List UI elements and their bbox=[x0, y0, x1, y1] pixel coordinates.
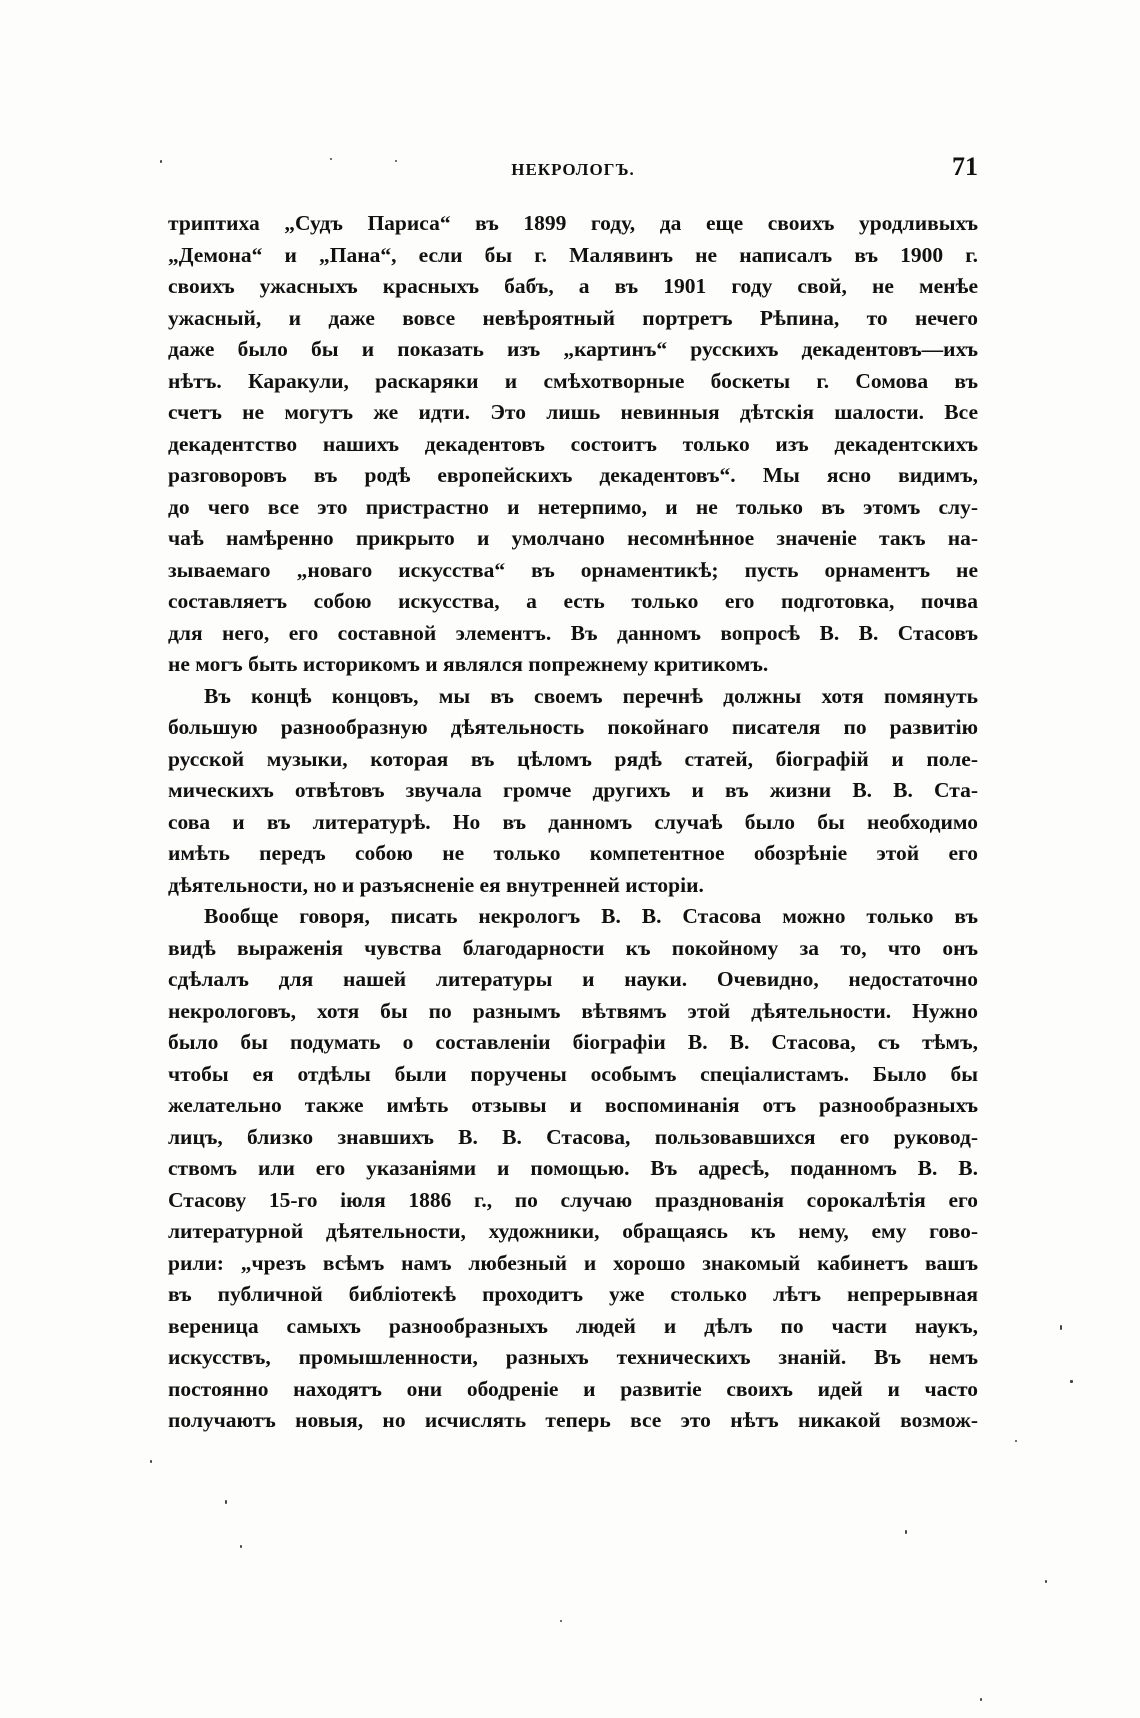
running-title: НЕКРОЛОГЪ. bbox=[511, 160, 635, 179]
text-line: не могъ быть историкомъ и являлся попрежнему критикомъ. bbox=[168, 652, 769, 676]
text-line: сова и въ литературѣ. Но въ данномъ случаѣ было бы необходимо bbox=[168, 809, 978, 834]
scan-speck bbox=[225, 1500, 227, 1504]
text-line: имѣть передъ собою не только компетентное обозрѣніе этой его bbox=[168, 841, 978, 865]
text-line: вереница самыхъ разнообразныхъ людей и дѣлъ по части наукъ, bbox=[168, 1313, 978, 1338]
scan-speck bbox=[1015, 1440, 1017, 1442]
scan-speck bbox=[980, 1698, 982, 1701]
scan-speck bbox=[160, 160, 162, 163]
text-line: большую разнообразную дѣятельность покойнаго писателя по развитію bbox=[168, 715, 978, 739]
text-line: чаѣ намѣренно прикрыто и умолчано несомнѣнное значеніе такъ на- bbox=[168, 526, 978, 550]
text-line: литературной дѣятельности, художники, обращаясь къ нему, ему гово- bbox=[168, 1219, 978, 1243]
scan-speck bbox=[330, 158, 332, 160]
scan-speck bbox=[395, 160, 397, 162]
text-line: даже было бы и показать изъ „картинъ“ русскихъ декадентовъ—ихъ bbox=[168, 337, 978, 361]
text-line: ствомъ или его указаніями и помощью. Въ адресѣ, поданномъ В. В. bbox=[168, 1156, 978, 1180]
text-line: дѣятельности, но и разъясненіе ея внутренней исторіи. bbox=[168, 872, 704, 897]
text-line: въ публичной библіотекѣ проходитъ уже столько лѣтъ непрерывная bbox=[168, 1282, 978, 1306]
body-text bbox=[168, 208, 978, 1437]
text-line: желательно также имѣть отзывы и воспоминанія отъ разнообразныхъ bbox=[168, 1093, 978, 1117]
text-line: нѣтъ. Каракули, раскаряки и смѣхотворные боскеты г. Сомова въ bbox=[168, 368, 978, 393]
text-line: разговоровъ въ родѣ европейскихъ декадентовъ“. Мы ясно видимъ, bbox=[168, 463, 978, 487]
text-line: зываемаго „новаго искусства“ въ орнаментикѣ; пусть орнаментъ не bbox=[168, 557, 978, 582]
text-line: получаютъ новыя, но исчислять теперь все это нѣтъ никакой возмож- bbox=[168, 1408, 978, 1432]
scan-speck bbox=[240, 1545, 242, 1548]
text-line: счетъ не могутъ же идти. Это лишь невинныя дѣтскія шалости. Все bbox=[168, 400, 978, 424]
scan-speck bbox=[560, 1620, 562, 1622]
text-line: Въ концѣ концовъ, мы въ своемъ перечнѣ должны хотя помянуть bbox=[204, 683, 978, 708]
text-line: своихъ ужасныхъ красныхъ бабъ, а въ 1901 году свой, не менѣе bbox=[168, 274, 978, 298]
text-line: русской музыки, которая въ цѣломъ рядѣ статей, біографій и поле- bbox=[168, 746, 978, 771]
text-line: искусствъ, промышленности, разныхъ техническихъ знаній. Въ немъ bbox=[168, 1345, 978, 1369]
text-line: ужасный, и даже вовсе невѣроятный портретъ Рѣпина, то нечего bbox=[168, 305, 978, 330]
text-line: Вообще говоря, писать некрологъ В. В. Стасова можно только въ bbox=[204, 904, 978, 928]
text-line: сдѣлалъ для нашей литературы и науки. Очевидно, недостаточно bbox=[168, 967, 978, 991]
text-line: лицъ, близко знавшихъ В. В. Стасова, пользовавшихся его руковод- bbox=[168, 1124, 978, 1149]
text-line: некрологовъ, хотя бы по разнымъ вѣтвямъ этой дѣятельности. Нужно bbox=[168, 998, 978, 1023]
scan-speck bbox=[1060, 1325, 1062, 1330]
text-line: декадентство нашихъ декадентовъ состоитъ только изъ декадентскихъ bbox=[168, 431, 978, 456]
text-line: видѣ выраженія чувства благодарности къ покойному за то, что онъ bbox=[168, 935, 978, 960]
text-line: Стасову 15-го іюля 1886 г., по случаю празднованія сорокалѣтія его bbox=[168, 1187, 978, 1212]
text-line: триптиха „Судъ Париса“ въ 1899 году, да еще своихъ уродливыхъ bbox=[168, 211, 978, 235]
text-line: рили: „чрезъ всѣмъ намъ любезный и хорошо знакомый кабинетъ вашъ bbox=[168, 1250, 978, 1275]
scan-speck bbox=[905, 1530, 907, 1534]
text-line: чтобы ея отдѣлы были поручены особымъ спеціалистамъ. Было бы bbox=[168, 1061, 978, 1086]
scan-speck bbox=[150, 1460, 152, 1463]
text-line: постоянно находятъ они ободреніе и развитіе своихъ идей и часто bbox=[168, 1376, 978, 1401]
scan-speck bbox=[1070, 1380, 1073, 1383]
text-line: составляетъ собою искусства, а есть только его подготовка, почва bbox=[168, 589, 978, 613]
text-line: „Демона“ и „Пана“, если бы г. Малявинъ не написалъ въ 1900 г. bbox=[168, 242, 978, 267]
scan-speck bbox=[1045, 1580, 1047, 1583]
text-line: для него, его составной элементъ. Въ данномъ вопросѣ В. В. Стасовъ bbox=[168, 620, 978, 645]
running-head bbox=[168, 152, 978, 192]
page-number: 71 bbox=[952, 152, 978, 181]
text-line: до чего все это пристрастно и нетерпимо, и не только въ этомъ слу- bbox=[168, 494, 978, 519]
text-line: было бы подумать о составленіи біографіи В. В. Стасова, съ тѣмъ, bbox=[168, 1030, 978, 1054]
text-line: мическихъ отвѣтовъ звучала громче другихъ и въ жизни В. В. Ста- bbox=[168, 778, 978, 802]
